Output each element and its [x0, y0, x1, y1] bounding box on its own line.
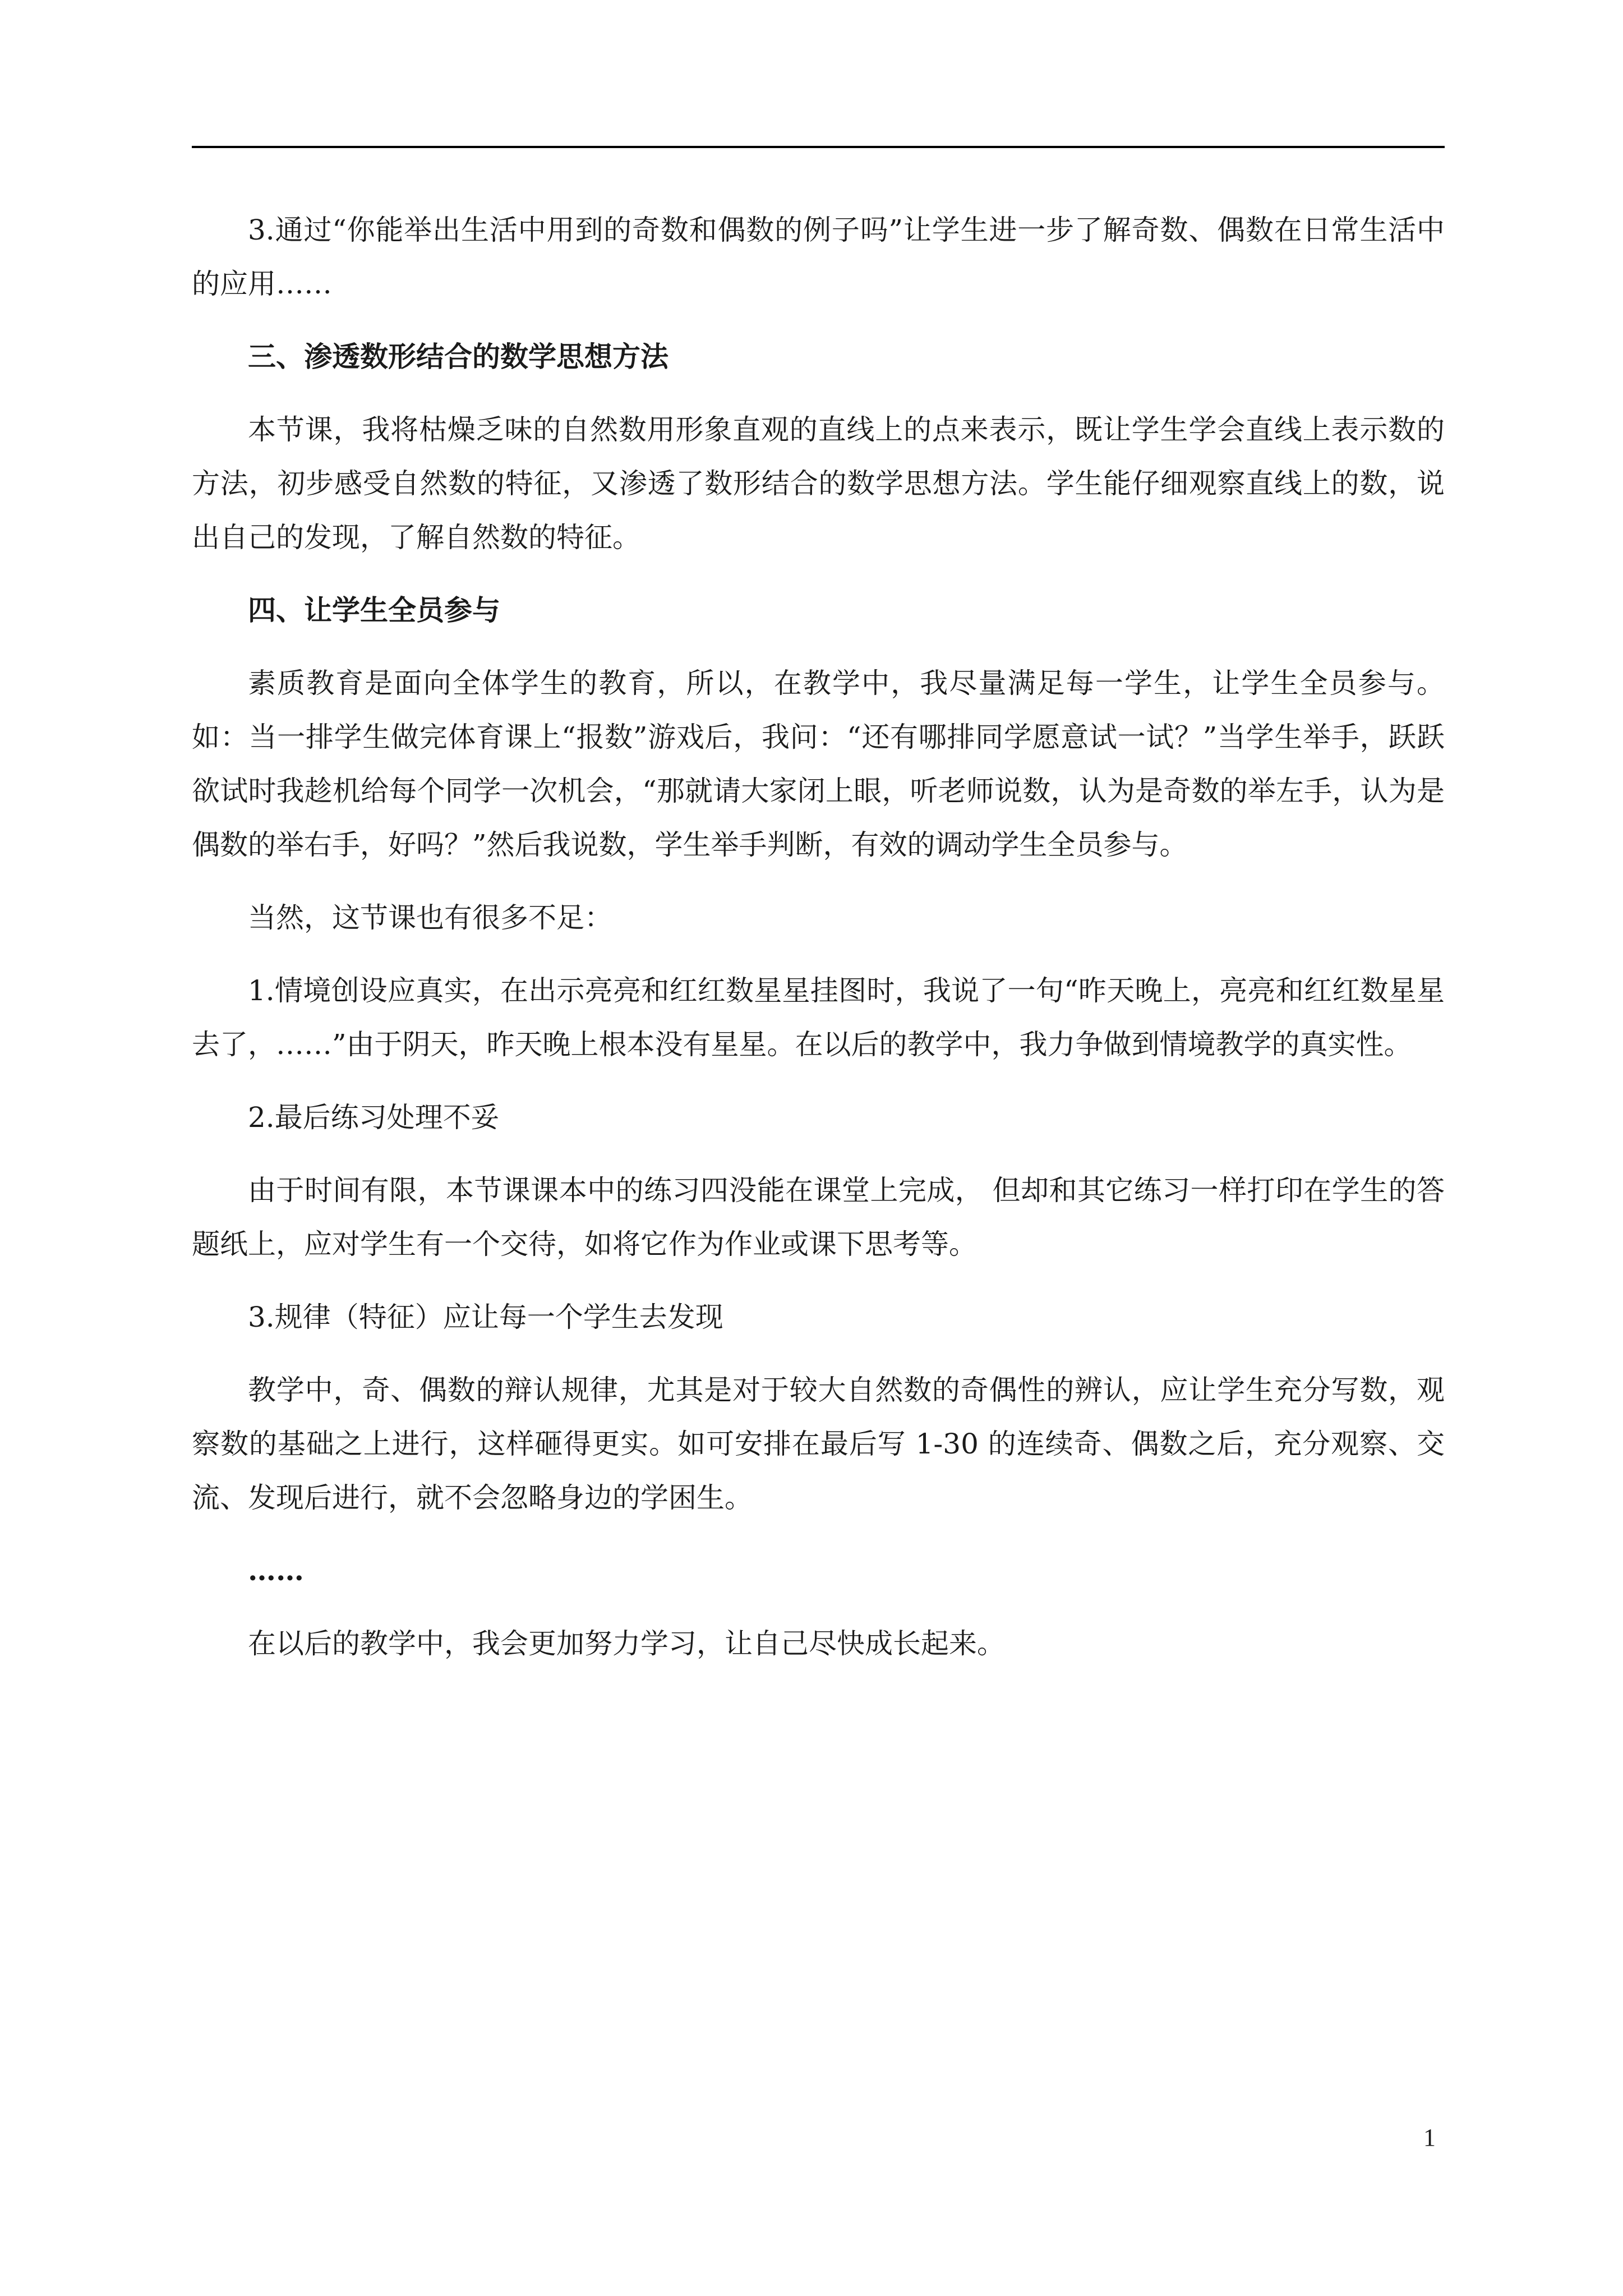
- section-heading-number-shape: 三、渗透数形结合的数学思想方法: [248, 340, 668, 373]
- paragraph-closing: 在以后的教学中，我会更加努力学习，让自己尽快成长起来。: [248, 1627, 1005, 1660]
- paragraph-quality-education: 素质教育是面向全体学生的教育，所以，在教学中，我尽量满足每一学生，让学生全员参与。如：当一排学生做完体育课上“报数”游戏后，我问：“还有哪排同学愿意试一试？”当学生举手，跃跃欲试时我趁机给每个同学一次机会，“那就请大家闭上眼，听老师说数，认为是奇数的举左手，认为是偶数的举右手，好吗？”然后我说数，学生举手判断，有效的调动学生全员参与。: [192, 667, 1445, 861]
- paragraph-shortcoming-2-detail: 由于时间有限，本节课课本中的练习四没能在课堂上完成， 但却和其它练习一样打印在学生的答题纸上，应对学生有一个交待，如将它作为作业或课下思考等。: [192, 1174, 1445, 1260]
- paragraph-shortcoming-3-detail: 教学中，奇、偶数的辩认规律，尤其是对于较大自然数的奇偶性的辨认，应让学生充分写数，观察数的基础之上进行，这样砸得更实。如可安排在最后写 1-30 的连续奇、偶数之后，充分观察、交流、发现后进行，就不会忽略身边的学困生。: [192, 1374, 1445, 1514]
- section-heading-full-participation: 四、让学生全员参与: [248, 593, 500, 627]
- paragraph-shortcoming-1: 1.情境创设应真实，在出示亮亮和红红数星星挂图时，我说了一句“昨天晚上，亮亮和红红数星星去了，……”由于阴天，昨天晚上根本没有星星。在以后的教学中，我力争做到情境教学的真实性。: [192, 974, 1445, 1061]
- paragraph-shortcomings-intro: 当然，这节课也有很多不足：: [248, 901, 612, 934]
- paragraph-number-line: 本节课，我将枯燥乏味的自然数用形象直观的直线上的点来表示，既让学生学会直线上表示数的方法，初步感受自然数的特征，又渗透了数形结合的数学思想方法。学生能仔细观察直线上的数，说出自己的发现，了解自然数的特征。: [192, 413, 1445, 554]
- page-number: 1: [1423, 2124, 1436, 2151]
- document-body: [192, 203, 1445, 1690]
- header-rule: [192, 146, 1445, 148]
- paragraph-shortcoming-2-title: 2.最后练习处理不妥: [248, 1101, 499, 1134]
- paragraph-shortcoming-3-title: 3.规律（特征）应让每一个学生去发现: [248, 1301, 723, 1333]
- paragraph-application-examples: 3.通过“你能举出生活中用到的奇数和偶数的例子吗”让学生进一步了解奇数、偶数在日常生活中的应用……: [192, 214, 1445, 300]
- paragraph-ellipsis: ……: [248, 1554, 304, 1587]
